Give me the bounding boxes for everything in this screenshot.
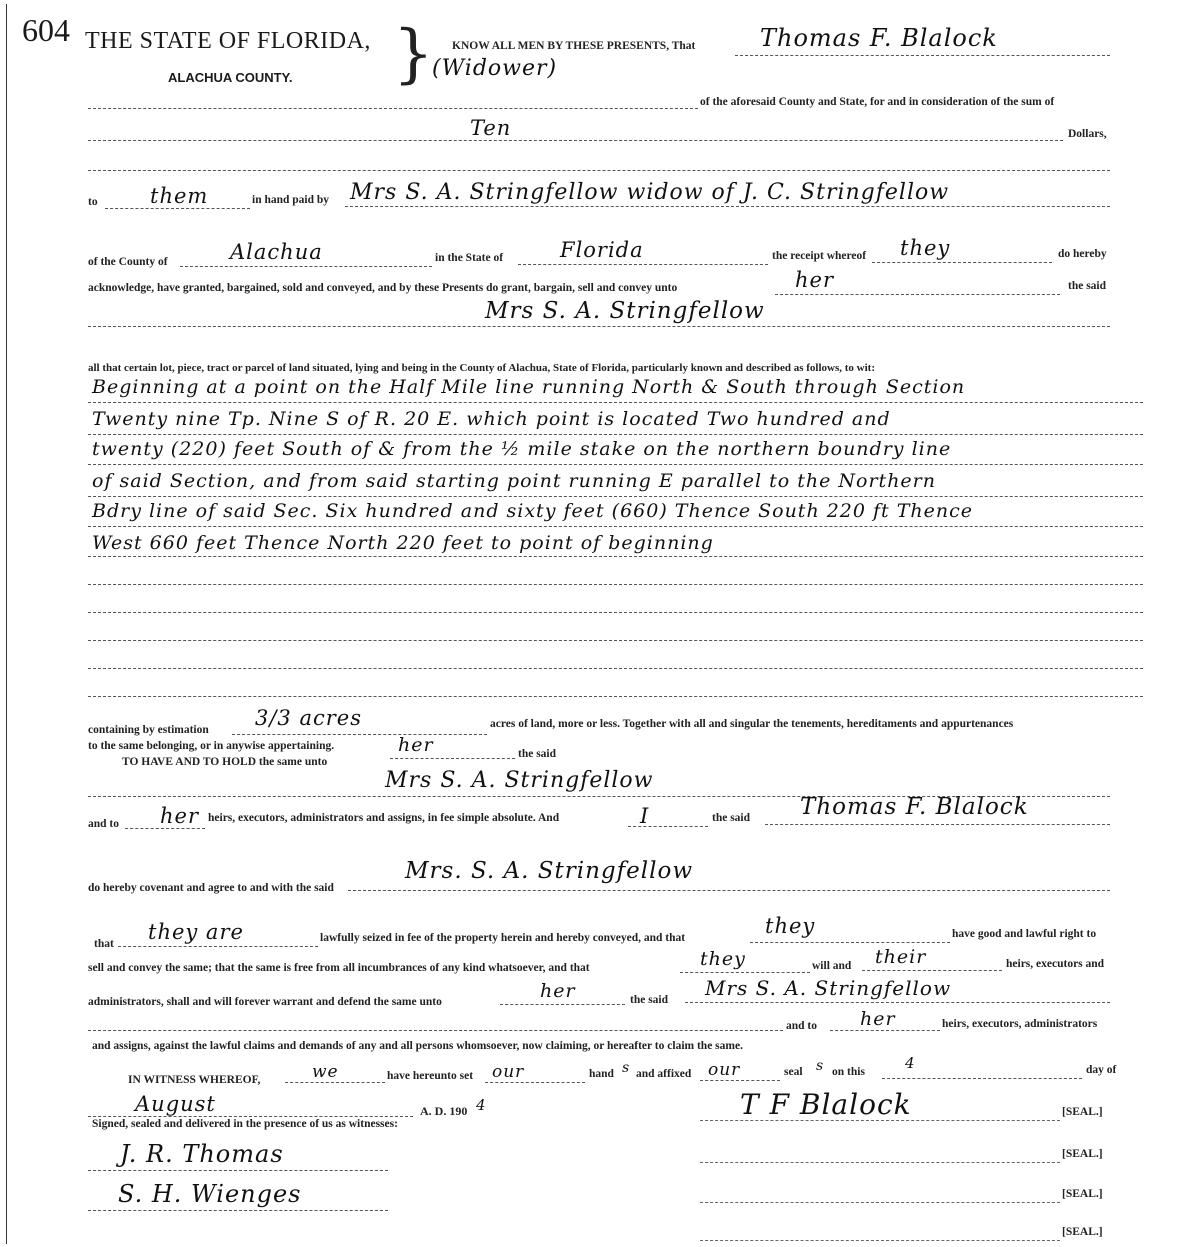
description-line-3: twenty (220) feet South of & from the ½ mile stake on the northern boundry line <box>92 438 952 460</box>
to-label: to <box>88 196 98 208</box>
have-good-label: have good and lawful right to <box>952 928 1097 940</box>
witness-1-signature: J. R. Thomas <box>120 1140 284 1168</box>
lawfully-label: lawfully seized in fee of the property herein and hereby conveyed, and that <box>320 932 686 944</box>
in-witness-label: IN WITNESS WHEREOF, <box>128 1074 261 1086</box>
signature-line <box>700 1240 1060 1241</box>
the-said-label-1: the said <box>1068 280 1107 292</box>
that-who-value: they are <box>148 920 244 944</box>
fill-line <box>685 1002 1110 1003</box>
fill-line <box>88 402 1143 403</box>
will-and-label: will and <box>812 960 852 972</box>
state-heading: THE STATE OF FLORIDA, <box>85 28 371 54</box>
set-whose-value: our <box>492 1062 525 1082</box>
fill-line <box>88 496 1143 497</box>
grantor-name: Thomas F. Blalock <box>760 24 998 52</box>
have-hereunto-label: have hereunto set <box>387 1070 474 1082</box>
description-line-5: Bdry line of said Sec. Six hundred and sixty feet (660) Thence South 220 ft Thence <box>92 500 974 522</box>
seal-label-1: [SEAL.] <box>1062 1106 1103 1118</box>
administrators-label: administrators, shall and will forever warrant and defend the same unto <box>88 996 442 1008</box>
fill-line <box>735 55 1110 56</box>
month-value: August <box>135 1092 216 1116</box>
fill-line <box>830 1030 940 1031</box>
fill-line <box>680 972 810 973</box>
fill-line <box>765 824 1110 825</box>
description-line-6: West 660 feet Thence North 220 feet to point of beginning <box>92 532 714 554</box>
fill-line <box>88 556 1143 557</box>
hand-label: hand <box>589 1068 614 1080</box>
description-line-1: Beginning at a point on the Half Mile line running North & South through Section <box>92 376 966 398</box>
defend-grantee-value: Mrs S. A. Stringfellow <box>705 976 952 1000</box>
widower-note: (Widower) <box>432 56 558 81</box>
seal-label-3: [SEAL.] <box>1062 1188 1103 1200</box>
witness-2-signature: S. H. Wienges <box>118 1180 302 1208</box>
witness-who-value: we <box>312 1062 339 1082</box>
acreage-value: 3/3 acres <box>255 706 362 730</box>
sum-amount: Ten <box>470 116 512 140</box>
description-line-2: Twenty nine Tp. Nine S of R. 20 E. which point is located Two hundred and <box>92 408 891 430</box>
fill-line <box>232 734 487 735</box>
fill-line <box>88 1030 783 1031</box>
heirs-of-value: her <box>160 804 199 828</box>
to-same-label: to the same belonging, or in anywise appertaining. <box>88 740 335 752</box>
seal-label-2: [SEAL.] <box>1062 1148 1103 1160</box>
fill-line <box>180 266 432 267</box>
ad-label: A. D. 190 <box>420 1104 468 1118</box>
fill-line <box>88 1170 388 1171</box>
and-to-label-2: and to <box>786 1020 817 1032</box>
county-value: Alachua <box>230 240 323 264</box>
and-to-label: and to <box>88 818 119 830</box>
fill-line <box>88 108 698 109</box>
page-number: 604 <box>22 12 70 48</box>
fill-line <box>88 668 1143 669</box>
day-of-label: day of <box>1086 1064 1117 1076</box>
and-to-whom-value: her <box>860 1008 896 1030</box>
year-value: 4 <box>476 1096 487 1114</box>
fill-line <box>88 434 1143 435</box>
fill-line <box>285 1082 385 1083</box>
receipt-whereof-label: the receipt whereof <box>772 250 867 262</box>
consideration-label: of the aforesaid County and State, for and in consideration of the sum of <box>700 96 1055 108</box>
fill-line <box>105 208 250 209</box>
fill-line <box>88 1210 388 1211</box>
signature-line <box>700 1162 1060 1163</box>
state-value: Florida <box>560 238 644 262</box>
fill-line <box>88 464 1143 465</box>
fill-line <box>88 640 1143 641</box>
fill-line <box>775 294 1060 295</box>
grantee-full-value: Mrs S. A. Stringfellow widow of J. C. Stringfellow <box>350 180 950 205</box>
hand-s-value: s <box>622 1060 631 1076</box>
and-mark-value: I <box>640 804 650 828</box>
description-line-4: of said Section, and from said starting point running E parallel to the Northern <box>92 470 936 492</box>
dollars-label: Dollars, <box>1068 128 1107 140</box>
grantor-signature: T F Blalock <box>740 1088 912 1121</box>
containing-label: containing by estimation <box>88 724 209 736</box>
to-whom-value: them <box>150 184 209 208</box>
hold-unto-value: her <box>398 734 434 756</box>
fill-line <box>88 526 1143 527</box>
fill-line <box>88 584 1143 585</box>
fill-line <box>348 890 1110 891</box>
fill-line <box>345 206 1110 207</box>
fill-line <box>390 758 515 759</box>
fill-line <box>485 1082 585 1083</box>
county-heading: ALACHUA COUNTY. <box>168 70 293 85</box>
fill-line <box>500 1004 625 1005</box>
heirs-exec-label: heirs, executors and <box>1006 958 1105 970</box>
heirs-whose-value: their <box>875 946 927 968</box>
fill-line <box>88 696 1143 697</box>
affixed-label: and affixed <box>636 1068 692 1080</box>
signed-sealed-label: Signed, sealed and delivered in the presence of us as witnesses: <box>92 1118 398 1130</box>
fill-line <box>700 1080 780 1081</box>
state-of-label: in the State of <box>435 252 504 264</box>
signature-line <box>700 1120 1060 1121</box>
defend-unto-value: her <box>540 980 576 1002</box>
sell-who-value: they <box>700 948 746 970</box>
that-label: that <box>94 938 114 950</box>
heirs-fee-label: heirs, executors, administrators and assigns, in fee simple absolute. And <box>208 812 560 824</box>
heirs-exec-admin-label: heirs, executors, administrators <box>942 1018 1098 1030</box>
fill-line <box>872 262 1052 263</box>
the-said-label-2: the said <box>518 748 557 760</box>
fill-line <box>88 140 1063 141</box>
fill-line <box>750 942 950 943</box>
fill-line <box>628 826 708 827</box>
covenant-with-value: Mrs. S. A. Stringfellow <box>405 858 694 884</box>
and-assigns-label: and assigns, against the lawful claims and demands of any and all persons whomsoever, now claiming, or hereafter to claim the same. <box>92 1040 743 1052</box>
fill-line <box>882 1078 1082 1079</box>
acknowledge-label: acknowledge, have granted, bargained, sold and conveyed, and by these Presents do grant, bargain, sell and convey unto <box>88 282 678 294</box>
fill-line <box>862 970 1002 971</box>
fill-line <box>518 264 768 265</box>
fill-line <box>88 612 1143 613</box>
unto-value: her <box>795 268 834 292</box>
sell-convey-label: sell and convey the same; that the same is free from all incumbrances of any kind whatsoever, and that <box>88 962 590 974</box>
the-said-label-3: the said <box>712 812 751 824</box>
seal-label: seal <box>784 1066 803 1078</box>
fill-line <box>125 828 205 829</box>
seal-label-4: [SEAL.] <box>1062 1226 1103 1238</box>
to-have-label: TO HAVE AND TO HOLD the same unto <box>122 756 328 768</box>
fill-line <box>88 326 1110 327</box>
grantee-value: Mrs S. A. Stringfellow <box>485 298 765 324</box>
on-this-label: on this <box>832 1066 865 1078</box>
fill-line <box>88 170 1110 171</box>
receipt-by-value: they <box>900 236 951 260</box>
county-of-label: of the County of <box>88 256 168 268</box>
hold-grantee-value: Mrs S. A. Stringfellow <box>385 768 654 793</box>
fill-line <box>88 1116 413 1117</box>
do-hereby-label: do hereby <box>1058 248 1107 260</box>
covenant-label: do hereby covenant and agree to and with the said <box>88 882 334 894</box>
in-hand-paid-label: in hand paid by <box>252 194 330 206</box>
affixed-whose-value: our <box>708 1060 741 1080</box>
seal-s-value: s <box>816 1058 825 1074</box>
fill-line <box>118 946 318 947</box>
the-said-label-4: the said <box>630 994 669 1006</box>
and-that-value: they <box>765 914 816 938</box>
grantor-2-value: Thomas F. Blalock <box>800 794 1029 820</box>
header-brace-icon: } <box>393 17 434 91</box>
signature-line <box>700 1202 1060 1203</box>
day-value: 4 <box>905 1054 916 1072</box>
know-all-men-label: KNOW ALL MEN BY THESE PRESENTS, That <box>452 40 696 52</box>
description-intro-label: all that certain lot, piece, tract or parcel of land situated, lying and being in the County of Alachua, State of Florida, particularly known and described as follows, to wit: <box>88 362 876 374</box>
acres-label: acres of land, more or less. Together with all and singular the tenements, hereditaments and appurtenances <box>490 718 1014 730</box>
